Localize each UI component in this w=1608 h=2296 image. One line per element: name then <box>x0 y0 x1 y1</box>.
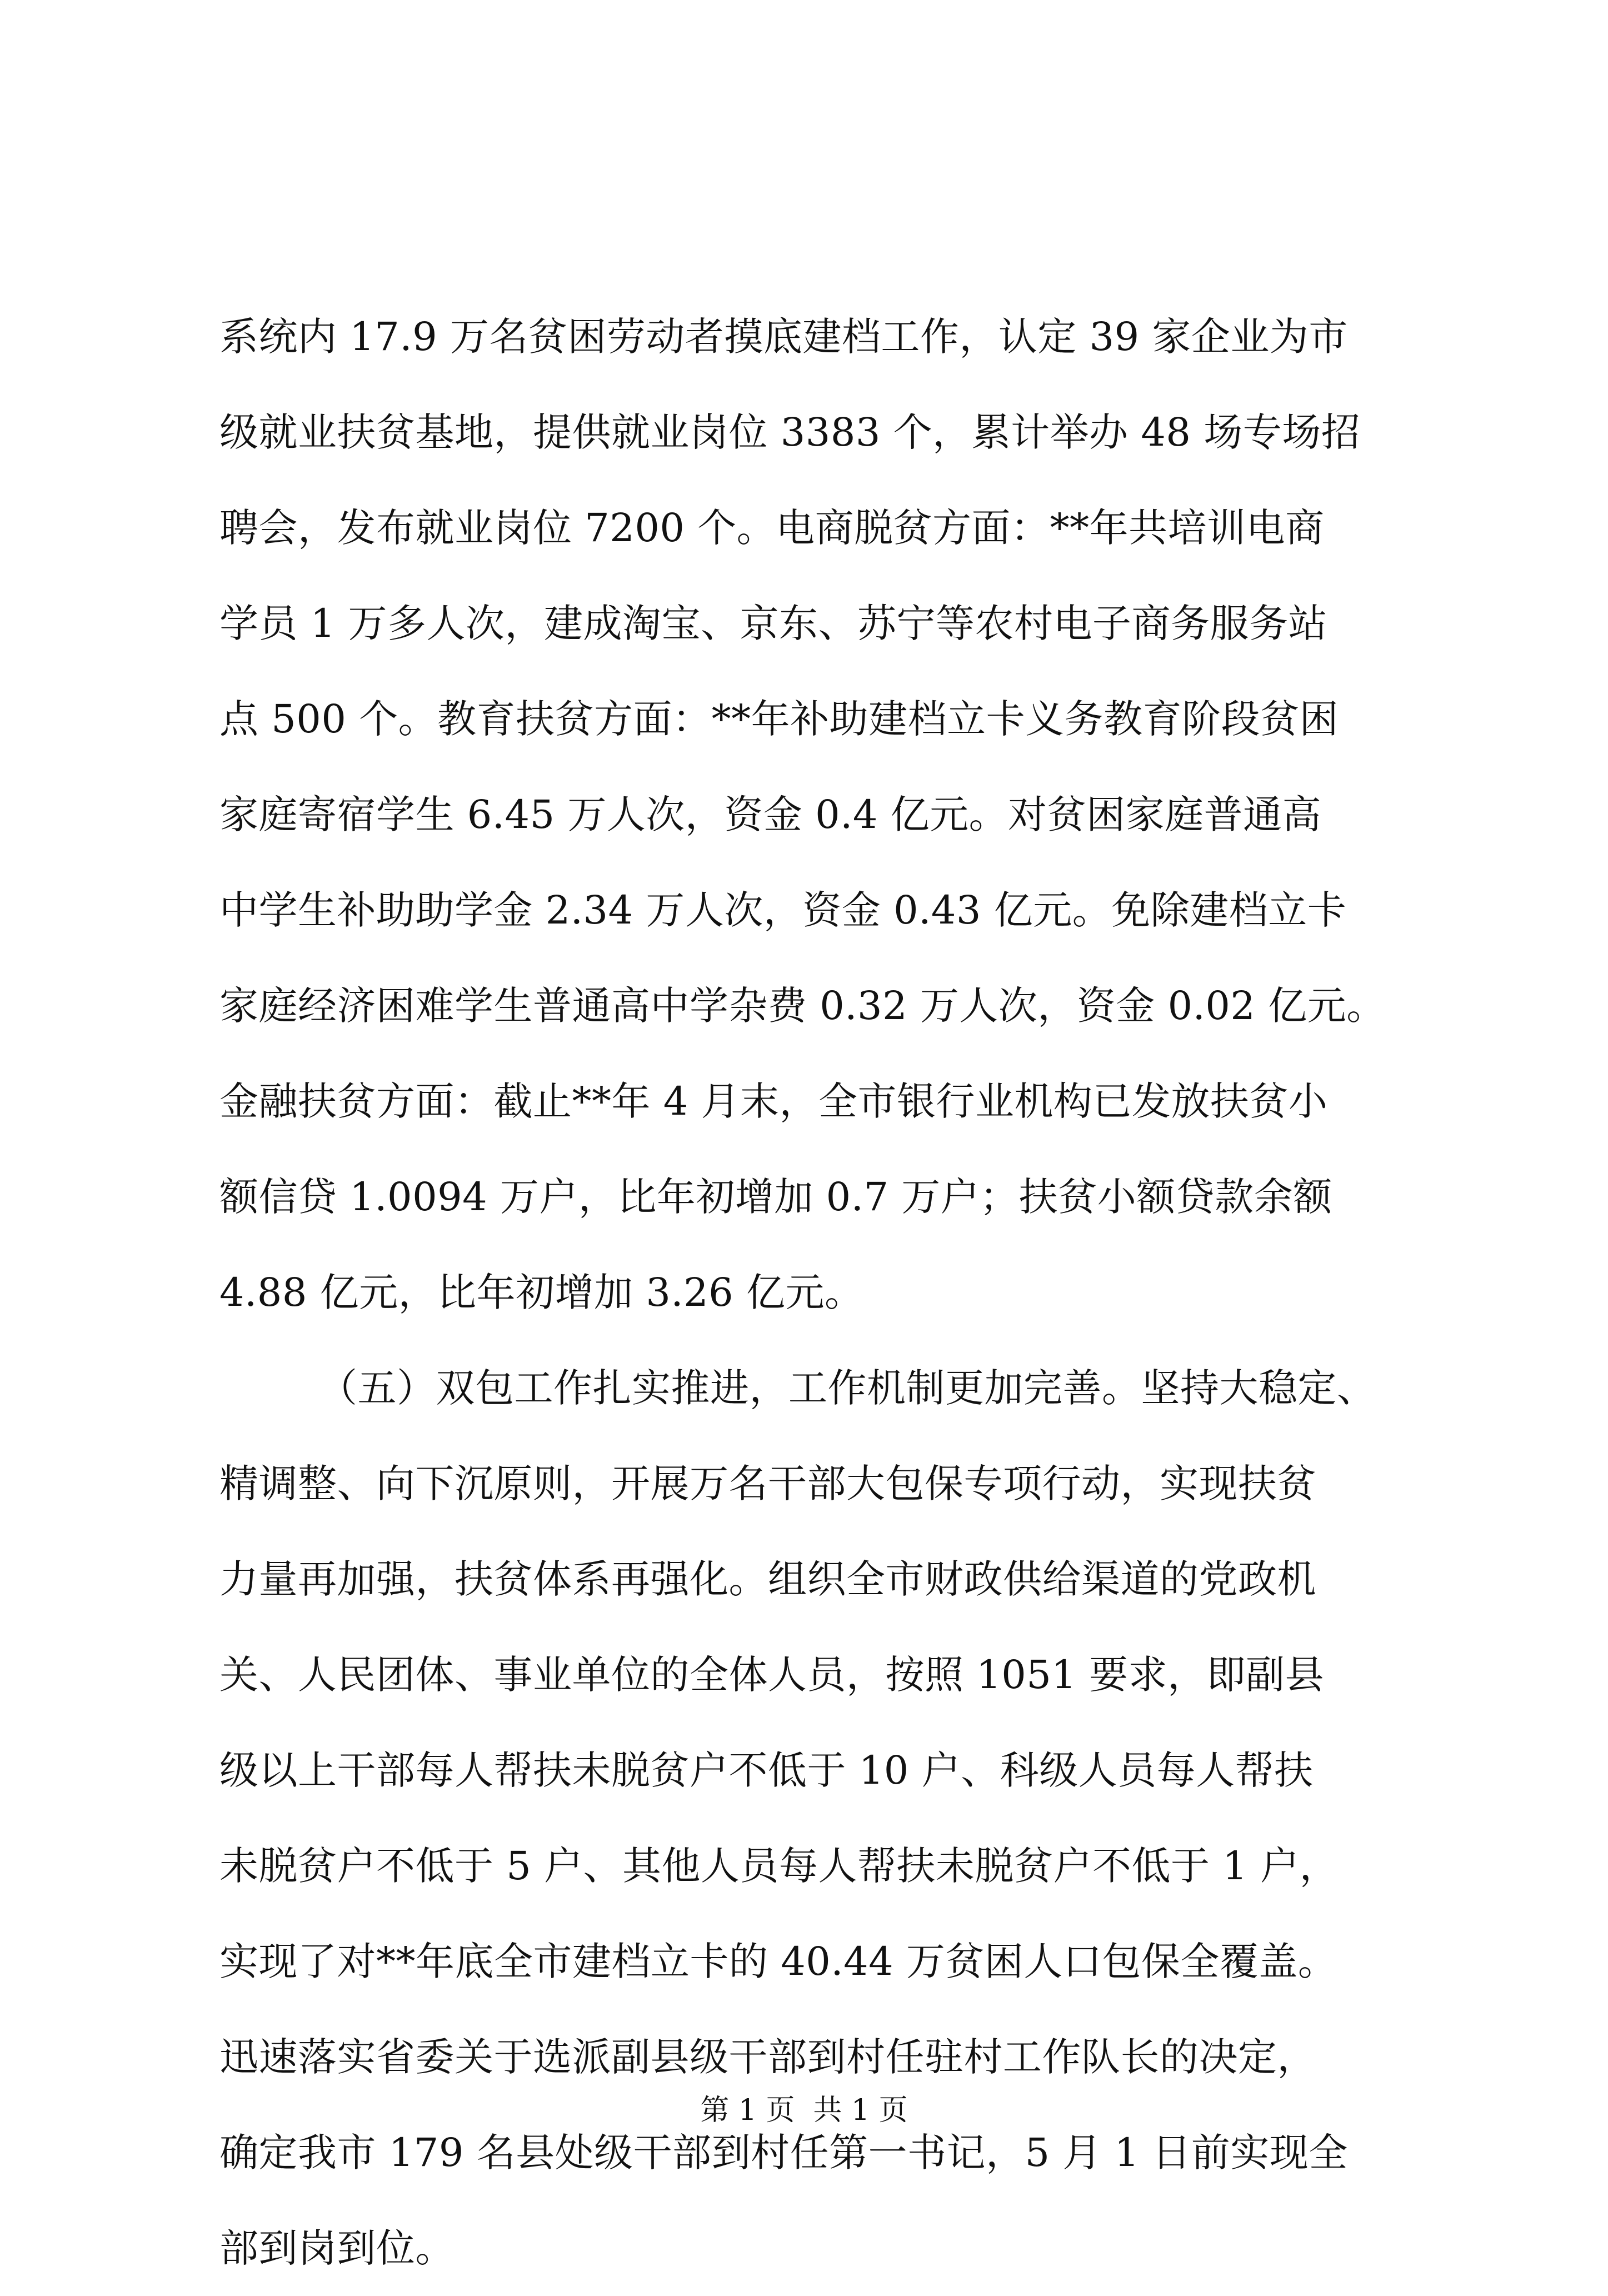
text-line: 家庭寄宿学生 6.45 万人次，资金 0.4 亿元。对贫困家庭普通高 <box>219 792 1322 837</box>
text-line: 迅速落实省委关于选派副县级干部到村任驻村工作队长的决定， <box>219 2034 1316 2080</box>
text-line: 系统内 17.9 万名贫困劳动者摸底建档工作，认定 39 家企业为市 <box>219 314 1348 360</box>
text-line: 级就业扶贫基地，提供就业岗位 3383 个，累计举办 48 场专场招 <box>219 410 1361 455</box>
text-line: 中学生补助助学金 2.34 万人次，资金 0.43 亿元。免除建档立卡 <box>219 887 1347 933</box>
text-line: 力量再加强，扶贫体系再强化。组织全市财政供给渠道的党政机 <box>219 1556 1316 1602</box>
text-line: 家庭经济困难学生普通高中学杂费 0.32 万人次，资金 0.02 亿元。 <box>219 983 1386 1029</box>
text-line: 点 500 个。教育扶贫方面：**年补助建档立卡义务教育阶段贫困 <box>219 696 1339 742</box>
document-body <box>219 289 1403 2296</box>
text-line: 部到岗到位。 <box>219 2225 455 2271</box>
text-line: 学员 1 万多人次，建成淘宝、京东、苏宁等农村电子商务服务站 <box>219 601 1328 646</box>
text-line: 精调整、向下沉原则，开展万名干部大包保专项行动，实现扶贫 <box>219 1461 1316 1506</box>
text-line: 4.88 亿元，比年初增加 3.26 亿元。 <box>219 1270 864 1315</box>
text-line: 实现了对**年底全市建档立卡的 40.44 万贫困人口包保全覆盖。 <box>219 1939 1337 1984</box>
text-line: 关、人民团体、事业单位的全体人员，按照 1051 要求，即副县 <box>219 1652 1325 1698</box>
section-heading-line: （五）双包工作扎实推进，工作机制更加完善。坚持大稳定、 <box>318 1365 1376 1411</box>
text-line: 额信贷 1.0094 万户，比年初增加 0.7 万户；扶贫小额贷款余额 <box>219 1174 1332 1220</box>
text-line: 确定我市 179 名县处级干部到村任第一书记，5 月 1 日前实现全 <box>219 2130 1348 2175</box>
text-line: 聘会，发布就业岗位 7200 个。电商脱贫方面：**年共培训电商 <box>219 505 1325 551</box>
page-number-footer: 第 1 页 共 1 页 <box>700 2094 908 2127</box>
text-line: 未脱贫户不低于 5 户、其他人员每人帮扶未脱贫户不低于 1 户， <box>219 1843 1339 1889</box>
text-line: 金融扶贫方面：截止**年 4 月末，全市银行业机构已发放扶贫小 <box>219 1079 1328 1124</box>
text-line: 级以上干部每人帮扶未脱贫户不低于 10 户、科级人员每人帮扶 <box>219 1748 1314 1793</box>
